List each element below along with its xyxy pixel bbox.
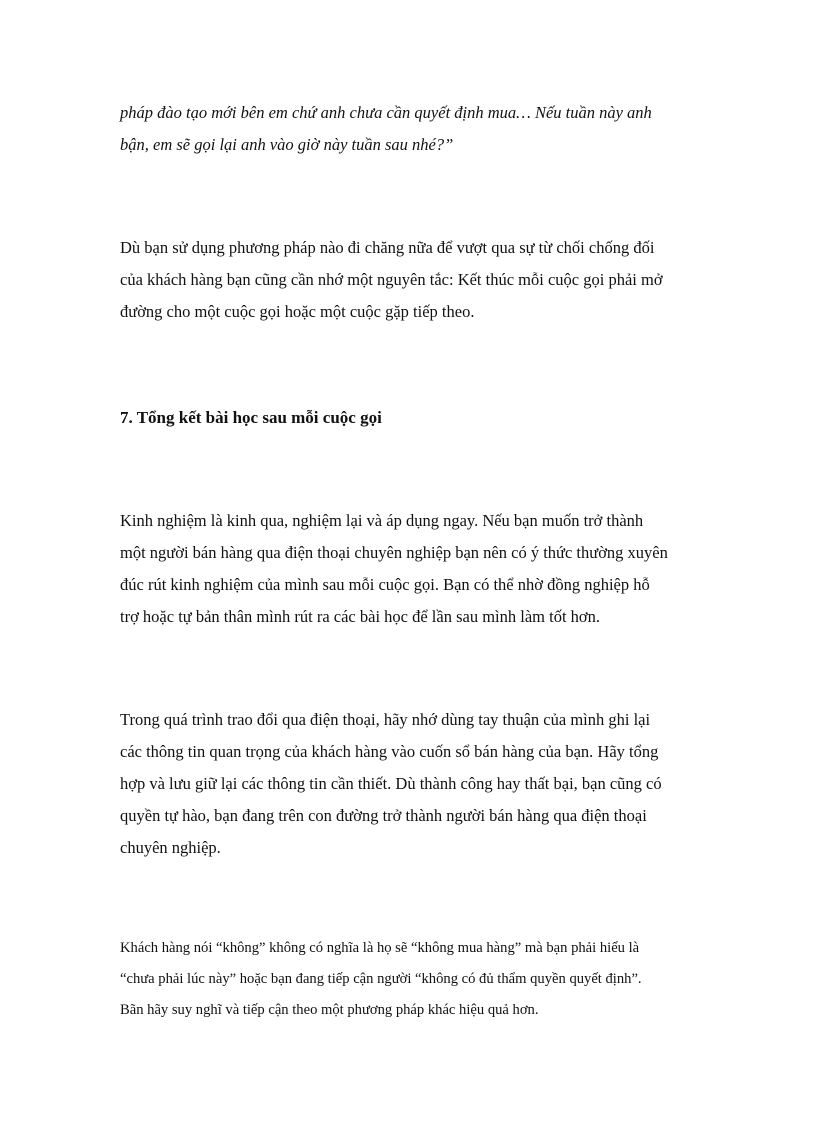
text-line: bận, em sẽ gọi lại anh vào giờ này tuần sau nhé?” <box>120 135 454 154</box>
text-line: Trong quá trình trao đổi qua điện thoại, hãy nhớ dùng tay thuận của mình ghi lại <box>120 710 651 729</box>
text-line: các thông tin quan trọng của khách hàng vào cuốn sổ bán hàng của bạn. Hãy tổng <box>120 742 659 761</box>
text-line: Khách hàng nói “không” không có nghĩa là họ sẽ “không mua hàng” mà bạn phải hiểu là <box>120 940 640 956</box>
text-line: trợ hoặc tự bản thân mình rút ra các bài học để lần sau mình làm tốt hơn. <box>120 607 601 626</box>
text-line: đường cho một cuộc gọi hoặc một cuộc gặp tiếp theo. <box>120 302 475 321</box>
principle-paragraph <box>120 232 720 328</box>
summary-paragraph <box>120 933 720 1026</box>
text-line: hợp và lưu giữ lại các thông tin cần thiết. Dù thành công hay thất bại, bạn cũng có <box>120 774 662 793</box>
text-line: Kinh nghiệm là kinh qua, nghiệm lại và áp dụng ngay. Nếu bạn muốn trở thành <box>120 511 644 530</box>
section-heading: 7. Tổng kết bài học sau mỗi cuộc gọi <box>120 408 382 427</box>
experience-paragraph <box>120 505 720 633</box>
intro-quote-paragraph <box>120 97 720 161</box>
notes-paragraph <box>120 704 720 864</box>
text-line: Dù bạn sử dụng phương pháp nào đi chăng nữa để vượt qua sự từ chối chống đối <box>120 238 655 257</box>
text-line: chuyên nghiệp. <box>120 838 221 857</box>
text-line: pháp đào tạo mới bên em chứ anh chưa cần quyết định mua… Nếu tuần này anh <box>120 103 652 122</box>
text-line: quyền tự hào, bạn đang trên con đường trở thành người bán hàng qua điện thoại <box>120 806 647 825</box>
text-line: của khách hàng bạn cũng cần nhớ một nguyên tắc: Kết thúc mỗi cuộc gọi phải mở <box>120 270 663 289</box>
text-line: một người bán hàng qua điện thoại chuyên nghiệp bạn nên có ý thức thường xuyên <box>120 543 668 562</box>
text-line: đúc rút kinh nghiệm của mình sau mỗi cuộc gọi. Bạn có thể nhờ đồng nghiệp hỗ <box>120 575 650 594</box>
text-line: “chưa phải lúc này” hoặc bạn đang tiếp cận người “không có đủ thẩm quyền quyết định”. <box>120 971 642 987</box>
text-line: Bãn hãy suy nghĩ và tiếp cận theo một phương pháp khác hiệu quả hơn. <box>120 1002 539 1018</box>
